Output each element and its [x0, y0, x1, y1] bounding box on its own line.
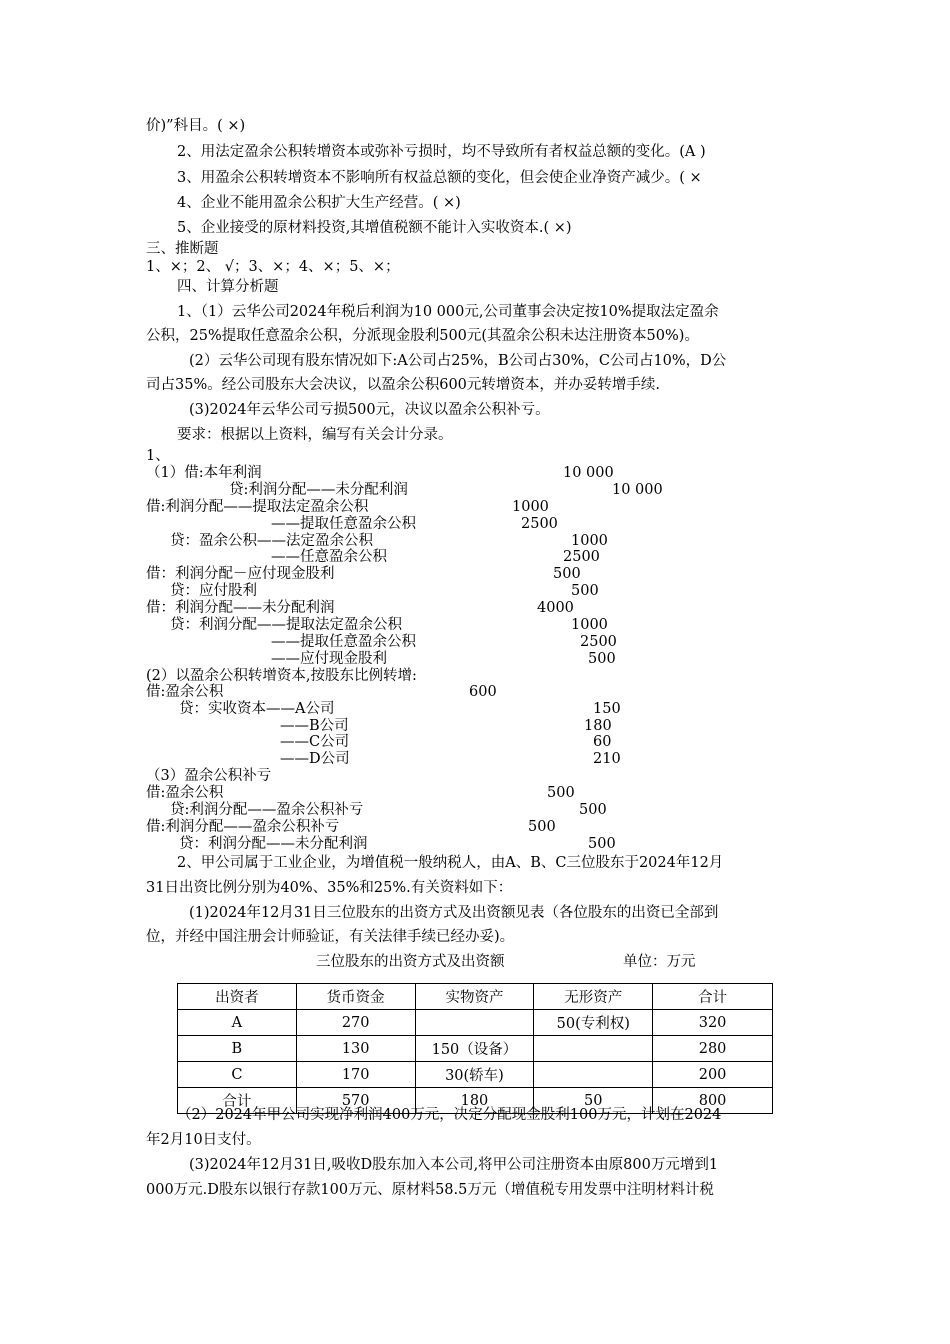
text-line: 180 [584, 718, 612, 734]
table-cell: 50(专利权) [534, 1010, 653, 1036]
text-line: 贷：应付股利 [170, 583, 257, 599]
text-line: 2500 [521, 516, 558, 532]
text-line: 贷：实收资本——A公司 [179, 701, 335, 717]
text-line: 1000 [571, 617, 608, 633]
text-line: ——C公司 [280, 734, 350, 750]
table-row [178, 1036, 773, 1062]
table-cell: 130 [296, 1036, 415, 1062]
text-line: 500 [553, 566, 581, 582]
text-line: (1)2024年12月31日三位股东的出资方式及出资额见表（各位股东的出资已全部到 [189, 905, 719, 921]
text-line: 借:盈余公积 [146, 785, 224, 801]
text-line: 借:盈余公积 [146, 684, 224, 700]
text-line: 2500 [563, 549, 600, 565]
table-cell: 570 [296, 1088, 415, 1114]
text-line: 2、甲公司属于工业企业，为增值税一般纳税人，由A、B、C三位股东于2024年12月 [177, 855, 724, 871]
text-line: 31日出资比例分别为40%、35%和25%.有关资料如下： [146, 880, 513, 896]
table-header-row [178, 984, 773, 1010]
table-cell: C [178, 1062, 297, 1088]
text-line: ——应付现金股利 [271, 651, 387, 667]
text-line: 贷：利润分配——未分配利润 [179, 836, 368, 852]
table-row [178, 1010, 773, 1036]
text-line: 三位股东的出资方式及出资额 [316, 954, 505, 970]
text-line: 1、（1）云华公司2024年税后利润为10 000元,公司董事会决定按10%提取法定盈余 [177, 304, 719, 320]
table-cell: 800 [653, 1088, 773, 1114]
table-cell: 320 [653, 1010, 773, 1036]
text-line: 500 [528, 819, 556, 835]
text-line: 四、计算分析题 [177, 279, 279, 295]
text-line: （1）借:本年利润 [146, 465, 262, 481]
text-line: 1、×；2、 √；3、×；4、×；5、×； [146, 259, 400, 275]
text-line: 2500 [580, 634, 617, 650]
text-line: ——任意盈余公积 [271, 549, 387, 565]
text-line: 210 [593, 751, 621, 767]
text-line: 000万元.D股东以银行存款100万元、原材料58.5万元（增值税专用发票中注明材料计税 [146, 1182, 714, 1198]
text-line: (2）以盈余公积转增资本,按股东比例转增: [146, 668, 417, 684]
text-line: 600 [469, 684, 497, 700]
text-line: 价)”科目。( ×) [146, 118, 246, 134]
table-cell: 270 [296, 1010, 415, 1036]
text-line: 单位：万元 [623, 954, 696, 970]
text-line: ——D公司 [280, 751, 350, 767]
text-line: 公积，25%提取任意盈余公积，分派现金股利500元(其盈余公积未达注册资本50%)。 [146, 328, 699, 344]
table-header-cell: 货币资金 [296, 984, 415, 1010]
table-cell [534, 1036, 653, 1062]
table-cell [415, 1010, 534, 1036]
table-cell: 50 [534, 1088, 653, 1114]
text-line: 年2月10日支付。 [146, 1132, 261, 1148]
table-cell: 合计 [178, 1088, 297, 1114]
table-cell: 150（设备） [415, 1036, 534, 1062]
shareholder-contribution-table [177, 983, 773, 1114]
text-line: 贷:利润分配——盈余公积补亏 [170, 802, 364, 818]
table-cell: 30(轿车) [415, 1062, 534, 1088]
table-header-cell: 合计 [653, 984, 773, 1010]
text-line: 150 [593, 701, 621, 717]
table-cell: 170 [296, 1062, 415, 1088]
table-total-row [178, 1088, 773, 1114]
text-line: 500 [579, 802, 607, 818]
text-line: 贷：利润分配——提取法定盈余公积 [170, 617, 402, 633]
text-line: 4000 [537, 600, 574, 616]
text-line: 三、推断题 [146, 241, 219, 257]
text-line: ——提取任意盈余公积 [271, 634, 416, 650]
text-line: 500 [571, 583, 599, 599]
text-line: 借:利润分配——盈余公积补亏 [146, 819, 340, 835]
table-header-cell: 实物资产 [415, 984, 534, 1010]
text-line: 贷：盈余公积——法定盈余公积 [170, 533, 373, 549]
table-cell: 280 [653, 1036, 773, 1062]
text-line: 5、企业接受的原材料投资,其增值税额不能计入实收资本.( ×) [177, 220, 572, 236]
text-line: 1、 [146, 448, 170, 464]
text-line: 10 000 [563, 465, 614, 481]
text-line: 60 [593, 734, 612, 750]
table-header-cell: 无形资产 [534, 984, 653, 1010]
table-cell: B [178, 1036, 297, 1062]
text-line: 借：利润分配－应付现金股利 [146, 566, 335, 582]
text-line: 1000 [512, 499, 549, 515]
text-line: 1000 [571, 533, 608, 549]
text-line: 10 000 [612, 482, 663, 498]
text-line: (2）云华公司现有股东情况如下:A公司占25%，B公司占30%，C公司占10%，D公 [189, 353, 727, 369]
text-line: 要求：根据以上资料，编写有关会计分录。 [177, 427, 453, 443]
text-line: 500 [588, 836, 616, 852]
text-line: 贷:利润分配——未分配利润 [229, 482, 408, 498]
text-line: 借:利润分配——提取法定盈余公积 [146, 499, 369, 515]
text-line: 借：利润分配——未分配利润 [146, 600, 335, 616]
table-cell: 200 [653, 1062, 773, 1088]
text-line: 司占35%。经公司股东大会决议，以盈余公积600元转增资本，并办妥转增手续. [146, 377, 661, 393]
table-cell [534, 1062, 653, 1088]
text-line: ——B公司 [280, 718, 349, 734]
text-line: ——提取任意盈余公积 [271, 516, 416, 532]
text-line: 位，并经中国注册会计师验证，有关法律手续已经办妥)。 [146, 929, 515, 945]
text-line: 2、用法定盈余公积转增资本或弥补亏损时，均不导致所有者权益总额的变化。(A ) [177, 144, 706, 160]
table-cell: 180 [415, 1088, 534, 1114]
text-line: (3)2024年云华公司亏损500元，决议以盈余公积补亏。 [189, 402, 550, 418]
text-line: 3、用盈余公积转增资本不影响所有权益总额的变化，但会使企业净资产减少。( × [177, 170, 702, 186]
text-line: （2）2024年甲公司实现净利润400万元，决定分配现金股利100万元，计划在2024 [177, 1107, 722, 1123]
text-line: (3)2024年12月31日,吸收D股东加入本公司,将甲公司注册资本由原800万元增到1 [189, 1157, 719, 1173]
table-cell: A [178, 1010, 297, 1036]
text-line: （3）盈余公积补亏 [146, 768, 272, 784]
text-line: 500 [547, 785, 575, 801]
table-row [178, 1062, 773, 1088]
text-line: 4、企业不能用盈余公积扩大生产经营。( ×) [177, 195, 461, 211]
table-header-cell: 出资者 [178, 984, 297, 1010]
text-line: 500 [588, 651, 616, 667]
